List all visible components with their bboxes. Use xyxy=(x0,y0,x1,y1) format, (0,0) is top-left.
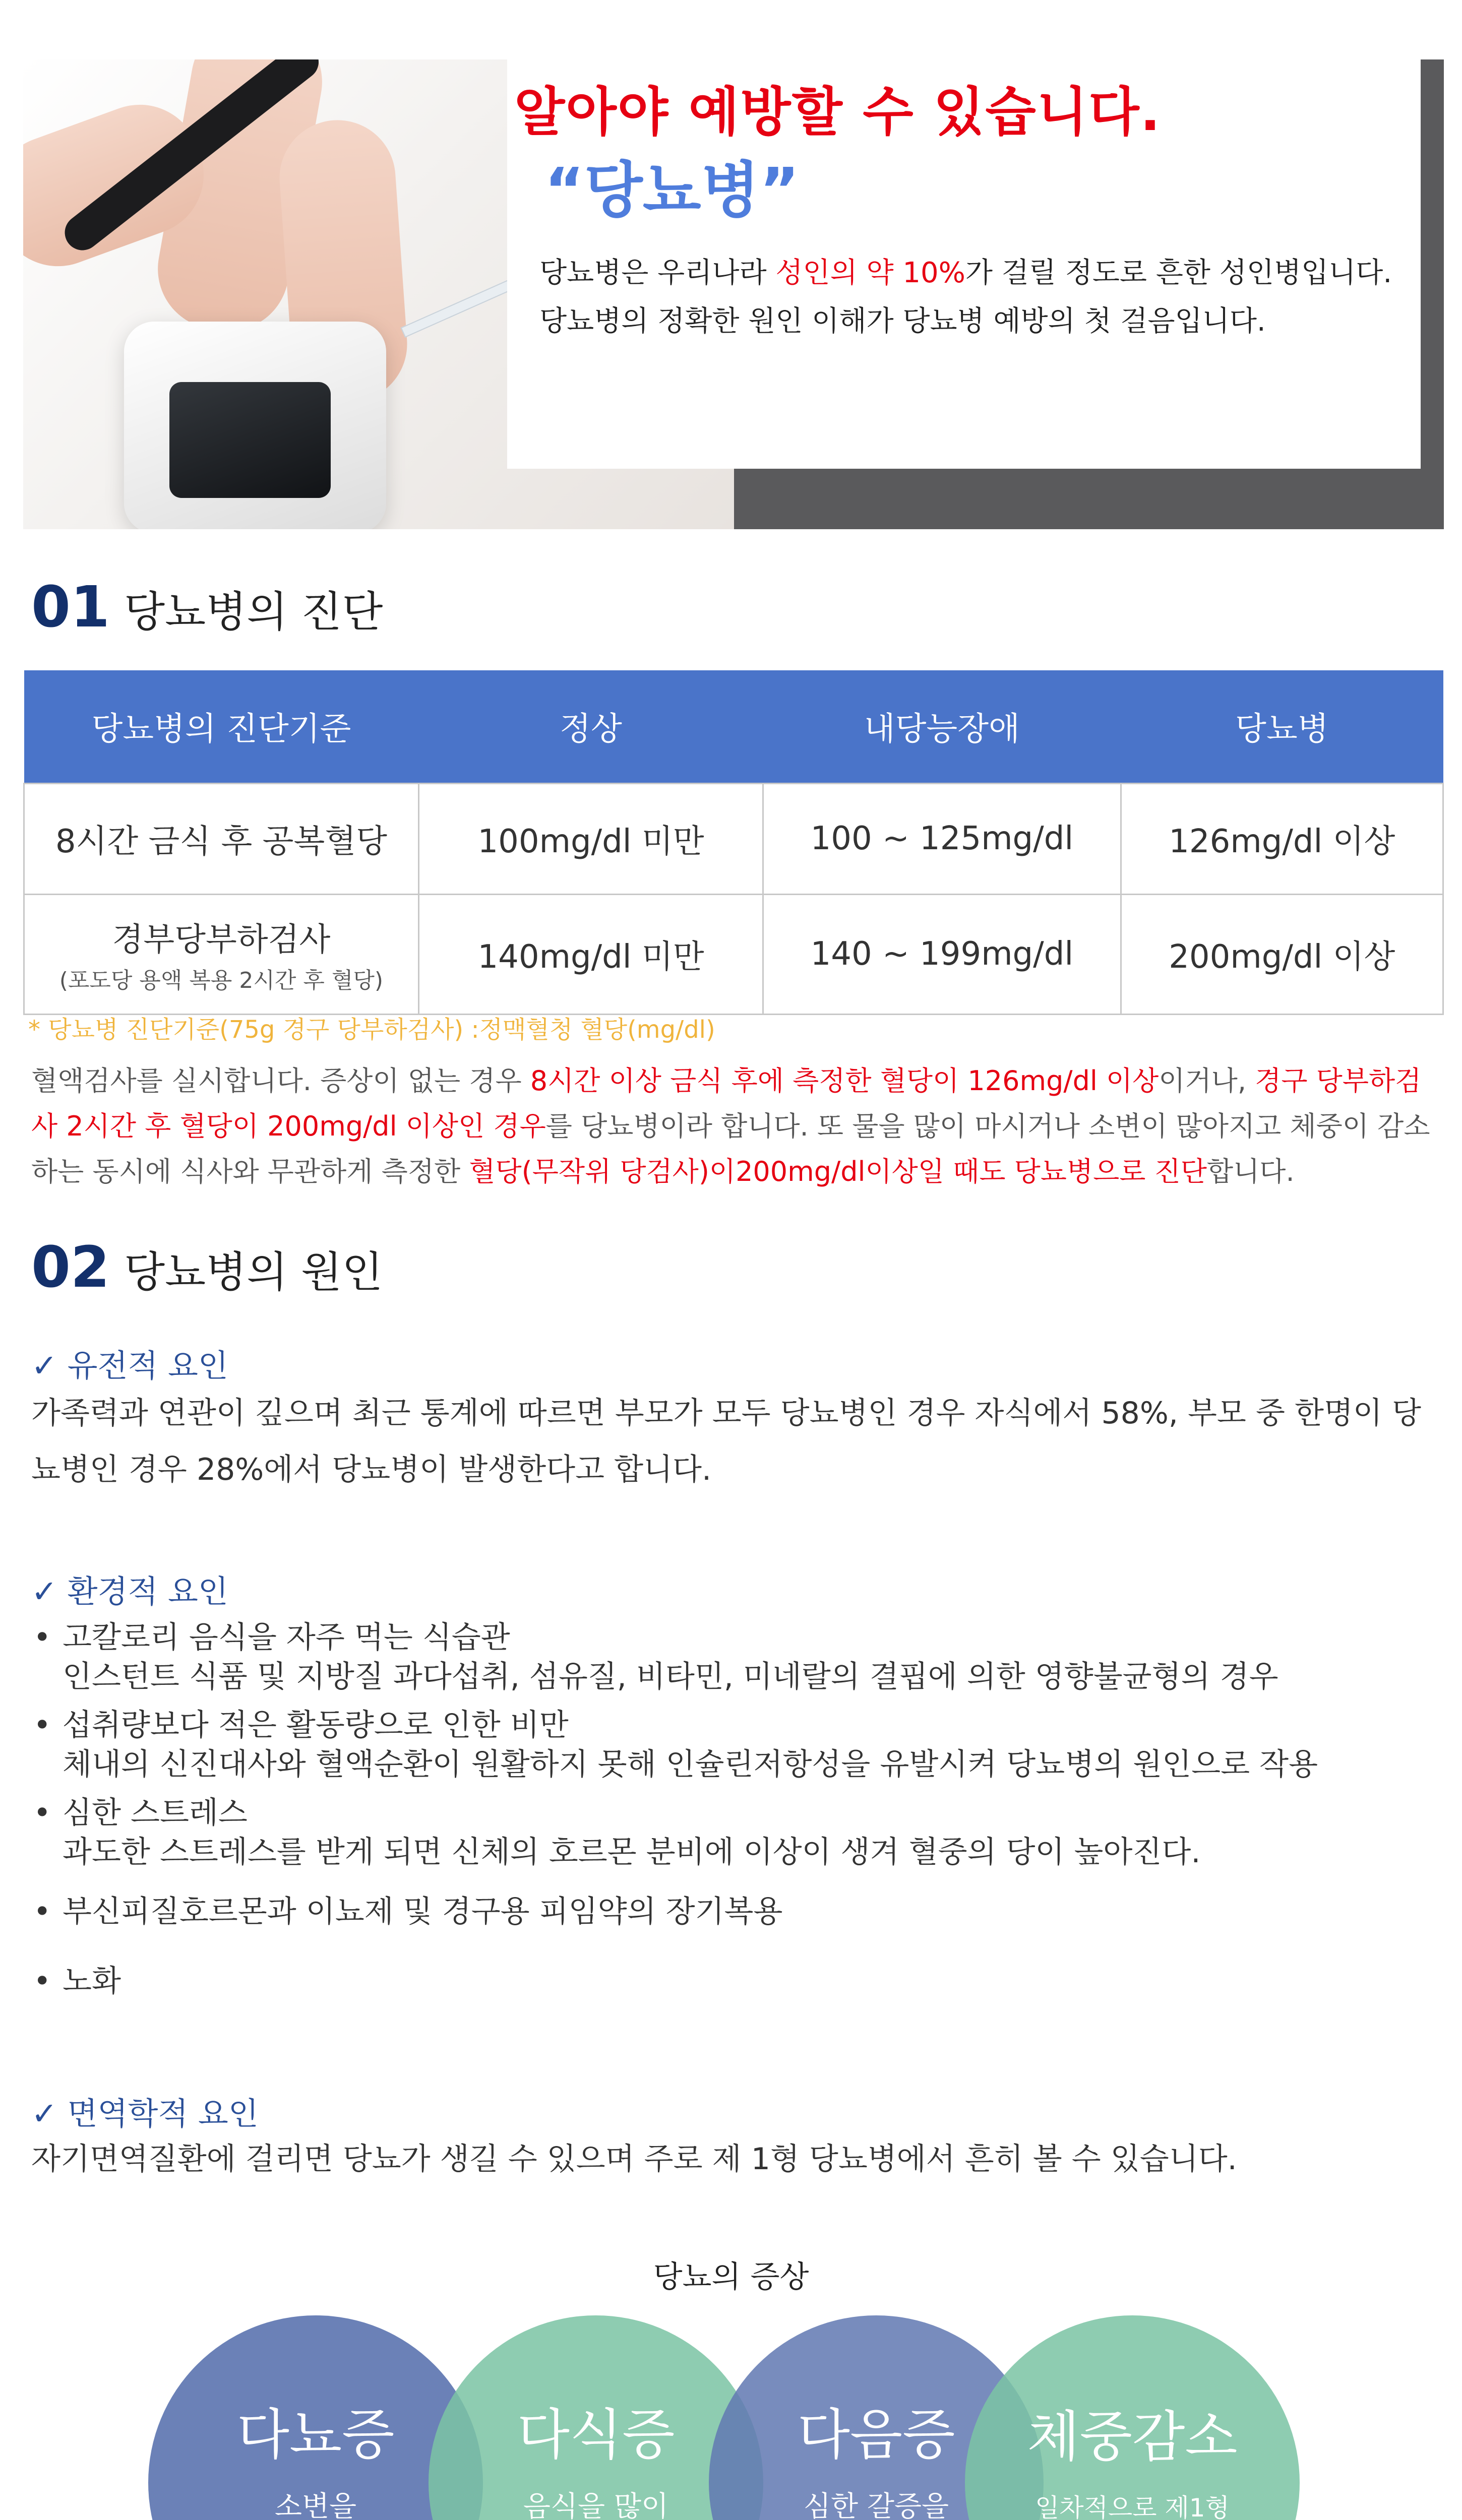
table-header: 정상 xyxy=(418,670,763,783)
hero-description: 당뇨병은 우리나라 성인의 약 10%가 걸릴 정도로 흔한 성인병입니다. 당뇨병의 정확한 원인 이해가 당뇨병 예방의 첫 걸음입니다. xyxy=(539,257,1392,338)
section-number: 02 xyxy=(31,1235,110,1300)
genetic-factor-text: 가족력과 연관이 깊으며 최근 통계에 따르면 부모가 모두 당뇨병인 경우 자식에서 58%, 부모 중 한명이 당뇨병인 경우 28%에서 당뇨병이 발생한다고 합니다. xyxy=(31,1396,1421,1487)
environmental-factor-heading: ✓ 환경적 요인 xyxy=(31,1573,228,1610)
diagnosis-paragraph: 혈액검사를 실시합니다. 증상이 없는 경우 8시간 이상 금식 후에 측정한 혈당이 126mg/dl 이상이거나, 경구 당부하검사 2시간 후 혈당이 200mg/dl 이상인 경우를 당뇨병이라 합니다. 또 물을 많이 마시거나 소변이 많아지고 체중이 감소하는 동시에 식사와 무관하게 측정한 혈당(무작위 당검사)이200mg/dl이상일 때도 당뇨병으로 진단합니다. xyxy=(31,1065,1430,1187)
table-header-row xyxy=(24,670,1443,783)
symptom-circle-polyphagia: 다식증 음식을 많이 xyxy=(429,2315,763,2520)
table-cell: 140mg/dl 미만 xyxy=(418,894,763,1014)
table-cell: 200mg/dl 이상 xyxy=(1121,894,1443,1014)
section-number: 01 xyxy=(31,575,110,640)
list-item: • 심한 스트레스 과도한 스트레스를 받게 되면 신체의 호르몬 분비에 이상이 생겨 혈중의 당이 높아진다. xyxy=(31,1793,1443,1872)
list-item: • 부신피질호르몬과 이뇨제 및 경구용 피임약의 장기복용 xyxy=(31,1892,1443,1931)
environmental-factor-list xyxy=(31,1618,1443,2001)
table-header: 당뇨병의 진단기준 xyxy=(24,670,419,783)
section-heading-diagnosis xyxy=(31,575,383,640)
table-cell: 140 ~ 199mg/dl xyxy=(763,894,1121,1014)
table-cell: 126mg/dl 이상 xyxy=(1121,783,1443,894)
table-cell: 8시간 금식 후 공복혈당 xyxy=(24,783,419,894)
section-title: 당뇨병의 진단 xyxy=(124,587,383,637)
table-row xyxy=(24,783,1443,894)
list-item: • 섭취량보다 적은 활동량으로 인한 비만 체내의 신진대사와 혈액순환이 원활하지 못해 인슐린저항성을 유발시켜 당뇨병의 원인으로 작용 xyxy=(31,1706,1443,1784)
list-item: • 고칼로리 음식을 자주 먹는 식습관 인스턴트 식품 및 지방질 과다섭취, 섬유질, 비타민, 미네랄의 결핍에 의한 영향불균형의 경우 xyxy=(31,1618,1443,1696)
hero-subtitle: “당뇨병” xyxy=(544,156,800,226)
section-heading-causes xyxy=(31,1235,383,1300)
table-footnote: * 당뇨병 진단기준(75g 경구 당부하검사) :정맥혈청 혈당(mg/dl) xyxy=(28,1016,715,1044)
hero-title: 알아야 예방할 수 있습니다. xyxy=(514,81,1162,143)
genetic-factor-heading: ✓ 유전적 요인 xyxy=(31,1347,228,1384)
symptoms-title: 당뇨의 증상 xyxy=(653,2259,809,2295)
table-row xyxy=(24,894,1443,1014)
symptom-circle-polydipsia: 다음증 심한 갈증을 xyxy=(709,2315,1044,2520)
table-header: 당뇨병 xyxy=(1121,670,1443,783)
diagnosis-table xyxy=(23,670,1444,1015)
list-item: • 노화 xyxy=(31,1962,1443,2001)
cell-main-label: 경부당부하검사 xyxy=(112,921,331,959)
symptom-circle-polyuria: 다뇨증 소변을 xyxy=(148,2315,483,2520)
section-title: 당뇨병의 원인 xyxy=(124,1247,383,1297)
table-cell xyxy=(24,894,419,1014)
immune-factor-text: 자기면역질환에 걸리면 당뇨가 생길 수 있으며 주로 제 1형 당뇨병에서 흔히 볼 수 있습니다. xyxy=(31,2141,1237,2177)
table-header: 내당능장애 xyxy=(763,670,1121,783)
cell-sub-label: (포도당 용액 복용 2시간 후 혈당) xyxy=(59,968,384,993)
immune-factor-heading: ✓ 면역학적 요인 xyxy=(31,2095,259,2132)
table-cell: 100 ~ 125mg/dl xyxy=(763,783,1121,894)
symptom-circle-weight-loss: 체중감소 일차적으로 제1형 xyxy=(965,2315,1300,2520)
table-cell: 100mg/dl 미만 xyxy=(418,783,763,894)
